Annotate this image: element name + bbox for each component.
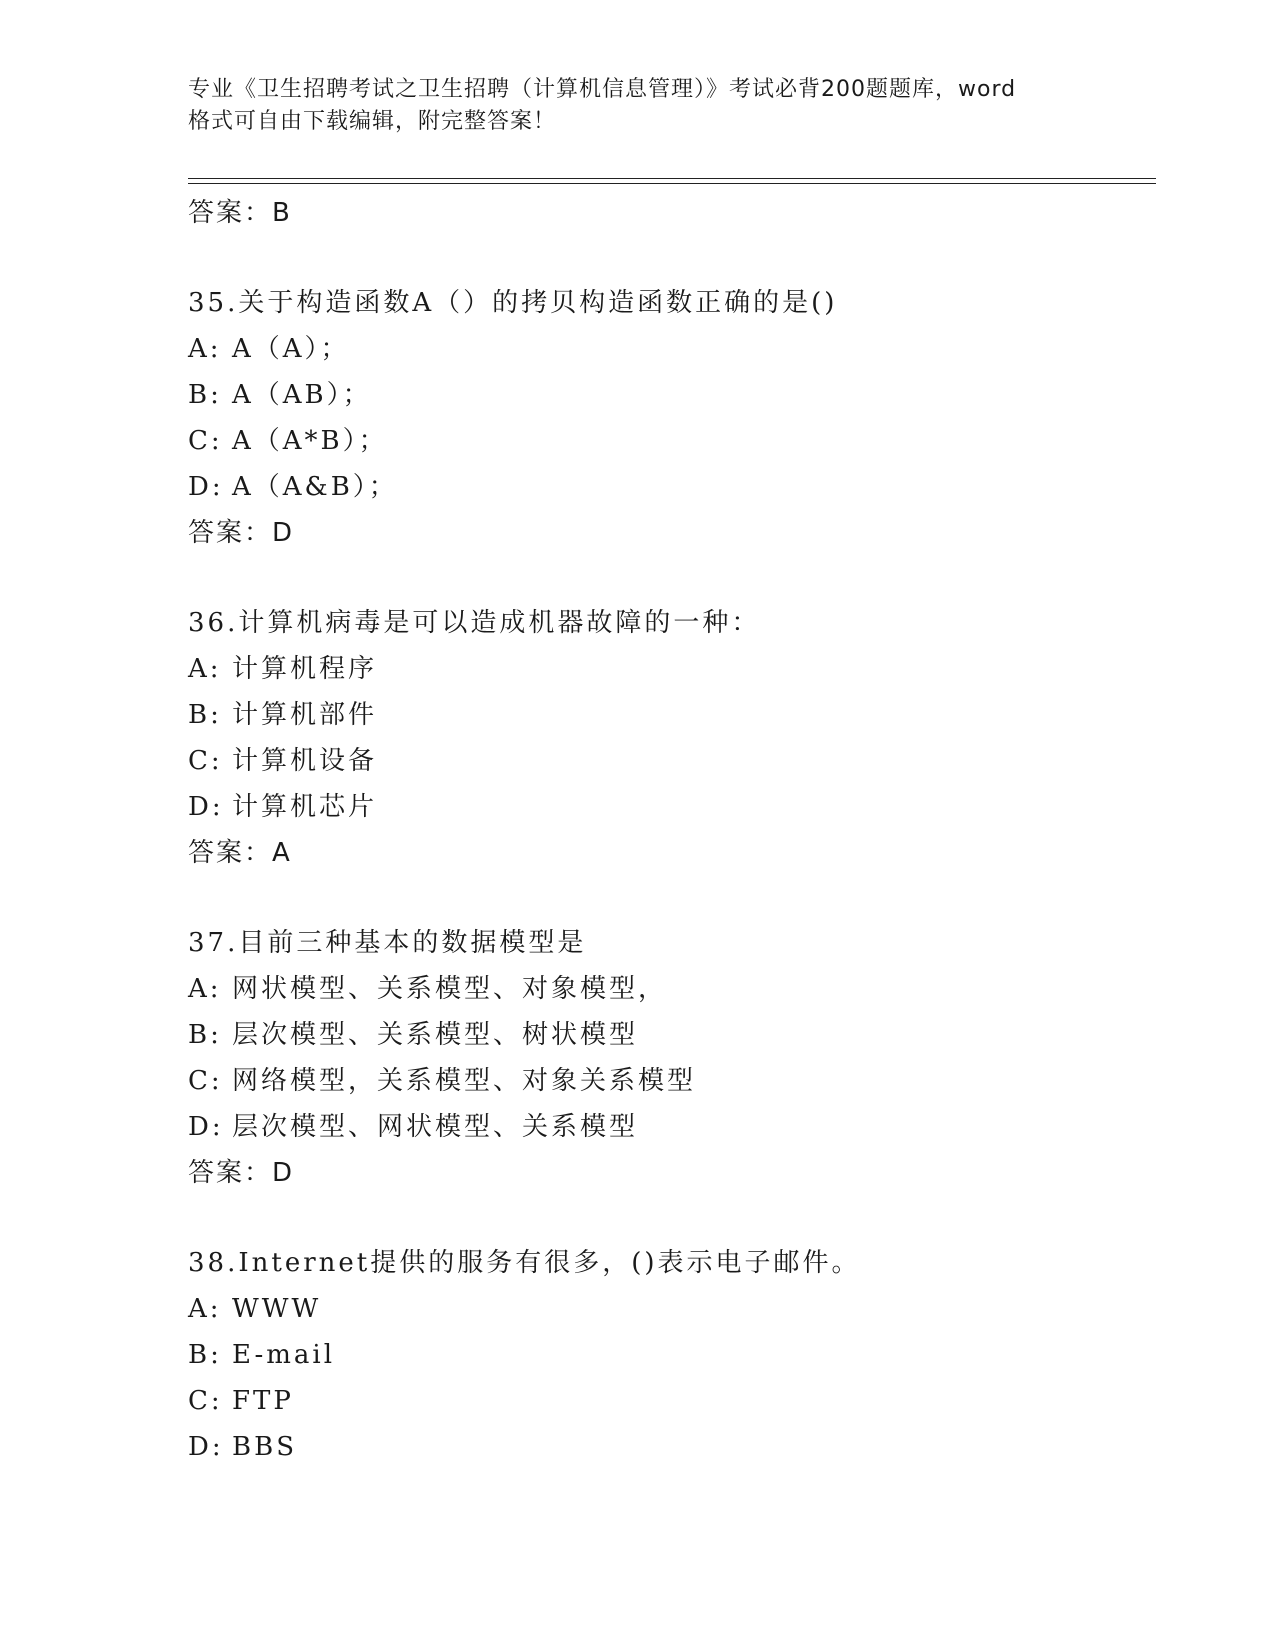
option-d [188,1104,1156,1150]
option-text: 层次模型、关系模型、树状模型 [232,1020,639,1050]
option-a [188,646,1156,692]
option-letter: B: [188,380,222,410]
header-divider-bottom [188,183,1156,184]
option-letter: C: [188,1066,223,1096]
option-letter: D: [188,1112,224,1142]
question-list [188,190,1156,1470]
option-text: A（A&B）； [232,472,398,502]
option-b [188,692,1156,738]
question-block [188,920,1156,1196]
question-block [188,600,1156,876]
option-c [188,1378,1156,1424]
question-text: 35.关于构造函数A（）的拷贝构造函数正确的是() [188,288,838,318]
option-text: 层次模型、网状模型、关系模型 [232,1112,639,1142]
option-letter: A: [188,1294,222,1324]
document-header [188,74,1088,138]
option-text: 计算机芯片 [232,792,378,822]
option-letter: A: [188,334,222,364]
question-text: 37.目前三种基本的数据模型是 [188,928,587,958]
header-title-line1: 专业《卫生招聘考试之卫生招聘（计算机信息管理）》考试必背200题题库，word [188,77,1017,102]
option-text: FTP [232,1386,294,1416]
spacer [188,1196,1156,1240]
answer-line: 答案：A [188,838,292,868]
option-letter: D: [188,472,224,502]
option-d [188,464,1156,510]
option-letter: B: [188,1340,222,1370]
question-block [188,1240,1156,1470]
spacer [188,556,1156,600]
option-text: E-mail [232,1340,336,1370]
option-letter: B: [188,700,222,730]
option-letter: C: [188,746,223,776]
option-letter: D: [188,792,224,822]
option-d [188,784,1156,830]
option-letter: C: [188,426,223,456]
option-a [188,966,1156,1012]
option-text: A（A）； [232,334,350,364]
spacer [188,236,1156,280]
option-letter: C: [188,1386,223,1416]
option-text: BBS [232,1432,298,1462]
question-text: 36.计算机病毒是可以造成机器故障的一种： [188,608,761,638]
question-text: 38.Internet提供的服务有很多，()表示电子邮件。 [188,1248,861,1278]
option-c [188,1058,1156,1104]
option-text: 计算机设备 [232,746,378,776]
answer-line: 答案：B [188,198,292,228]
option-text: A（A*B）； [232,426,388,456]
option-b [188,1012,1156,1058]
option-a [188,1286,1156,1332]
header-divider-top [188,178,1156,179]
header-title-line2: 格式可自由下载编辑，附完整答案！ [188,109,557,134]
option-letter: A: [188,654,222,684]
option-a [188,326,1156,372]
answer-line: 答案：D [188,1158,295,1188]
option-text: 网状模型、关系模型、对象模型， [232,974,668,1004]
option-text: 计算机部件 [232,700,378,730]
option-text: 计算机程序 [232,654,378,684]
option-c [188,738,1156,784]
option-d [188,1424,1156,1470]
option-text: 网络模型，关系模型、对象关系模型 [232,1066,697,1096]
option-text: A（AB）； [232,380,372,410]
option-b [188,1332,1156,1378]
option-letter: B: [188,1020,222,1050]
option-b [188,372,1156,418]
option-letter: A: [188,974,222,1004]
spacer [188,876,1156,920]
question-block [188,280,1156,556]
option-text: WWW [232,1294,322,1324]
option-c [188,418,1156,464]
answer-line: 答案：D [188,518,295,548]
option-letter: D: [188,1432,224,1462]
